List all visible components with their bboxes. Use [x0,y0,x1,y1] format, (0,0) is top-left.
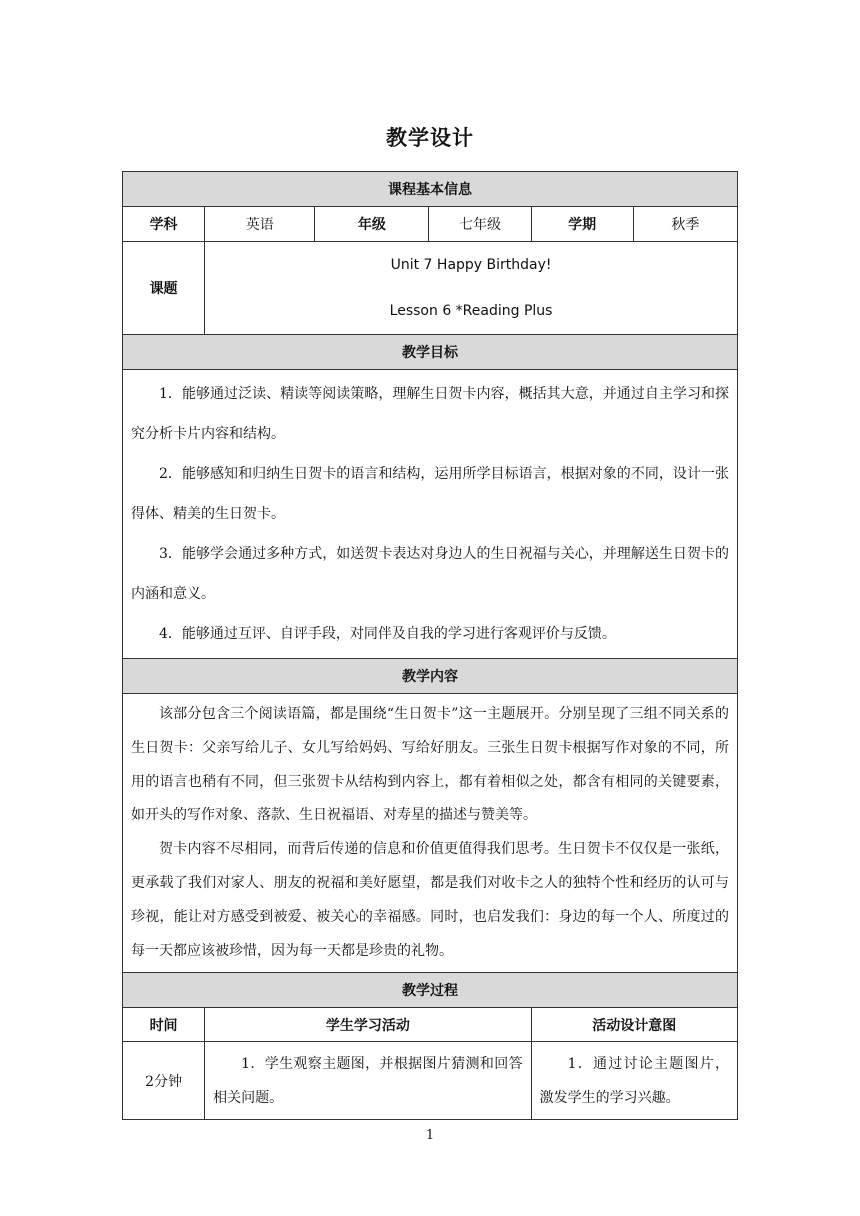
process-intent [531,1042,737,1120]
content-header: 教学内容 [123,659,738,694]
content-body [123,694,738,973]
topic-line-2: Lesson 6 *Reading Plus [389,303,553,319]
objectives-header: 教学目标 [123,335,738,370]
objectives-row [123,370,738,659]
basic-info-header: 课程基本信息 [123,172,738,207]
objective-item: 4．能够通过互评、自评手段，对同伴及自我的学习进行客观评价与反馈。 [159,626,616,642]
page-number: 1 [425,1128,435,1143]
term-label: 学期 [531,207,633,242]
topic-value [205,242,738,335]
col-intent-header: 活动设计意图 [531,1008,737,1042]
process-header: 教学过程 [123,973,738,1008]
basic-info-row [123,207,738,242]
basic-info-header-row [123,172,738,207]
topic-line-1: Unit 7 Happy Birthday! [390,257,552,273]
process-time: 2分钟 [123,1042,205,1120]
lesson-plan-table [122,171,738,1120]
process-activity [205,1042,531,1120]
col-activity-header: 学生学习活动 [205,1008,531,1042]
topic-row [123,242,738,335]
process-header-row [123,973,738,1008]
objectives-header-row [123,335,738,370]
col-time-header: 时间 [123,1008,205,1042]
objectives-body [123,370,738,659]
subject-label: 学科 [123,207,205,242]
content-row [123,694,738,973]
topic-label: 课题 [123,242,205,335]
subject-value: 英语 [205,207,315,242]
objective-item: 2．能够感知和归纳生日贺卡的语言和结构，运用所学目标语言，根据对象的不同，设计一张得体、精美的生日贺卡。 [131,466,729,522]
objective-item: 1．能够通过泛读、精读等阅读策略，理解生日贺卡内容，概括其大意，并通过自主学习和探究分析卡片内容和结构。 [131,386,729,442]
content-paragraph: 贺卡内容不尽相同，而背后传递的信息和价值更值得我们思考。生日贺卡不仅仅是一张纸，更承载了我们对家人、朋友的祝福和美好愿望，都是我们对收卡之人的独特个性和经历的认可与珍视，能让对方感受到被爱、被关心的幸福感。同时，也启发我们：身边的每一个人、所度过的每一天都应该被珍惜，因为每一天都是珍贵的礼物。 [131,841,729,959]
objective-item: 3．能够学会通过多种方式，如送贺卡表达对身边人的生日祝福与关心，并理解送生日贺卡的内涵和意义。 [131,546,729,602]
process-row [123,1042,738,1120]
content-paragraph: 该部分包含三个阅读语篇，都是围绕“生日贺卡”这一主题展开。分别呈现了三组不同关系的生日贺卡：父亲写给儿子、女儿写给妈妈、写给好朋友。三张生日贺卡根据写作对象的不同，所用的语言也稍有不同，但三张贺卡从结构到内容上，都有着相似之处，都含有相同的关键要素，如开头的写作对象、落款、生日祝福语、对寿星的描述与赞美等。 [131,706,729,824]
grade-label: 年级 [315,207,429,242]
content-header-row [123,659,738,694]
process-columns-row [123,1008,738,1042]
process-intent-text: 1．通过讨论主题图片，激发学生的学习兴趣。 [539,1055,729,1106]
document-title: 教学设计 [386,126,474,150]
grade-value: 七年级 [429,207,531,242]
process-activity-text: 1．学生观察主题图，并根据图片猜测和回答相关问题。 [213,1055,523,1106]
term-value: 秋季 [633,207,737,242]
